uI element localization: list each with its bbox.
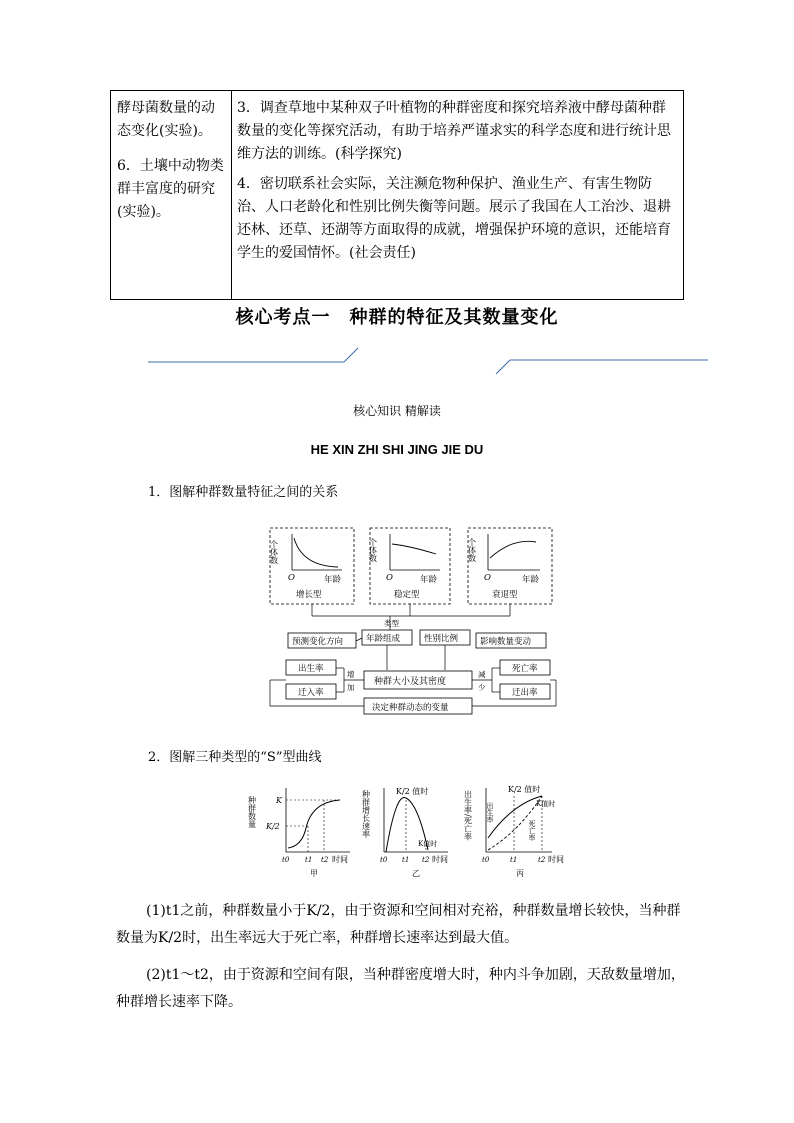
jia-name: 甲 [310, 869, 318, 878]
bing-t2: t2 [538, 856, 546, 864]
growing-curve [294, 538, 338, 567]
graph-bing [464, 784, 565, 878]
type-growing: 增长型 [296, 590, 322, 600]
origin-1: O [288, 573, 295, 583]
declining-curve [490, 541, 536, 558]
yi-name: 乙 [412, 869, 420, 878]
item-2-heading: 2．图解三种类型的“S”型曲线 [148, 750, 322, 765]
yi-t1: t1 [402, 856, 410, 864]
item-1-heading: 1．图解种群数量特征之间的关系 [148, 485, 339, 500]
birth-label: 出生率 [298, 664, 324, 674]
center-label: 种群大小及其密度 [374, 677, 447, 687]
type-stable: 稳定型 [394, 590, 420, 600]
jia-y-label: 种群数量 [247, 796, 257, 828]
bing-t0: t0 [482, 856, 490, 864]
x-label-2: 年龄 [420, 575, 438, 585]
bing-death: 死亡率 [528, 820, 536, 841]
right-item-3: 3．调查草地中某种双子叶植物的种群密度和探究培养液中酵母菌种群数量的变化等探究活动，有助于培养严谨求实的科学态度和进行统计思维方法的训练。(科学探究) [237, 100, 671, 162]
jia-t0: t0 [282, 856, 290, 864]
yi-k2: K/2 值时 [396, 787, 429, 796]
stable-curve [392, 544, 436, 554]
bing-x-label: 时间 [548, 855, 564, 864]
increase-a: 增 [347, 670, 355, 679]
x-label-1: 年龄 [324, 575, 342, 585]
jia-k: K [276, 796, 282, 805]
graph-jia [248, 788, 351, 878]
bing-name: 丙 [516, 869, 524, 878]
title-decoration [140, 344, 720, 376]
sex-label: 性别比例 [424, 634, 459, 644]
type-declining: 衰退型 [492, 590, 518, 600]
paragraph-1: (1)t1之前，种群数量小于K/2，由于资源和空间相对充裕，种群数量增长较快，当种群数量为K/2时，出生率远大于死亡率，种群增长速率达到最大值。 [116, 903, 681, 946]
subtitle-en: HE XIN ZHI SHI JING JIE DU [310, 442, 484, 457]
y-label-2: 个体数 [368, 538, 378, 562]
objectives-table [110, 90, 684, 300]
y-label-1: 个体数 [269, 540, 279, 564]
x-label-3: 年龄 [522, 575, 540, 585]
graph-yi [362, 786, 449, 878]
decrease-a: 减 [478, 670, 486, 679]
table-divider [231, 91, 232, 299]
emigration-label: 迁出率 [512, 688, 538, 698]
predict-label: 预测变化方向 [292, 637, 344, 647]
influence-label: 影响数量变动 [480, 637, 532, 647]
jia-x-label: 时间 [332, 855, 348, 864]
decisive-label: 决定种群动态的变量 [372, 703, 449, 713]
s-curve-diagrams [247, 782, 580, 882]
y-label-3: 个体数 [467, 538, 477, 562]
yi-y-label: 种群增长速率 [361, 790, 371, 838]
jia-curve [288, 800, 340, 848]
yi-k: K值时 [418, 840, 438, 848]
jia-t1: t1 [305, 856, 313, 864]
increase-b: 加 [347, 683, 355, 692]
type-label: 类型 [384, 619, 399, 628]
subtitle-cn: 核心知识 精解读 [353, 404, 441, 418]
origin-3: O [484, 573, 491, 583]
yi-t2: t2 [422, 856, 430, 864]
bing-k: K值时 [536, 800, 556, 808]
age-label: 年龄组成 [366, 634, 401, 644]
table-right-cell [237, 97, 679, 265]
table-left-cell [117, 97, 227, 224]
section-title: 核心考点一 种群的特征及其数量变化 [235, 307, 559, 328]
right-item-4: 4．密切联系社会实际，关注濒危物种保护、渔业生产、有害生物防治、人口老龄化和性别比例失衡等问题。展示了我国在人工治沙、退耕还林、还草、还湖等方面取得的成就，增强保护环境的意识，还能培育学生的爱国情怀。(社会责任) [237, 176, 671, 261]
yi-t0: t0 [380, 856, 388, 864]
bing-k2: K/2 值时 [508, 785, 541, 794]
bing-y-label: 出生率/死亡率 [463, 790, 473, 841]
left-line-2: 6．土壤中动物类群丰富度的研究(实验)。 [117, 158, 224, 220]
immigration-label: 迁入率 [298, 688, 324, 698]
population-features-diagram [260, 520, 560, 725]
death-label: 死亡率 [512, 664, 538, 674]
yi-x-label: 时间 [432, 855, 448, 864]
jia-k2: K/2 [266, 822, 280, 831]
paragraph-2: (2)t1～t2，由于资源和空间有限，当种群密度增大时，种内斗争加剧，天敌数量增加，种群增长速率下降。 [116, 967, 685, 1010]
bing-t1: t1 [510, 856, 518, 864]
jia-t2: t2 [321, 856, 329, 864]
origin-2: O [386, 573, 393, 583]
bing-birth: 出生率 [486, 802, 494, 823]
decrease-b: 少 [478, 683, 486, 692]
left-line-1: 酵母菌数量的动态变化(实验)。 [117, 100, 215, 139]
